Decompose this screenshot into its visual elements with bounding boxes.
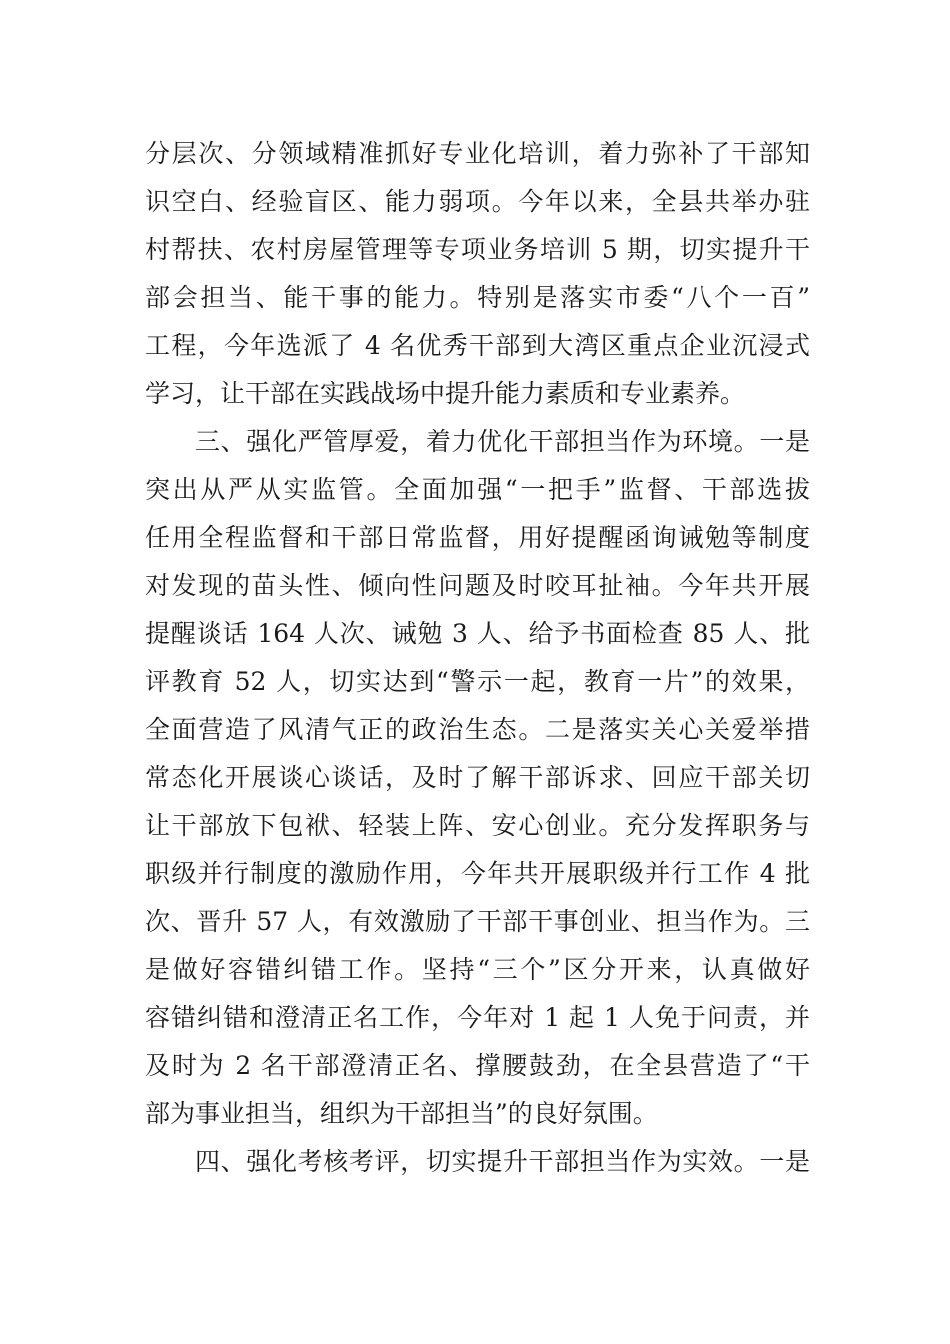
text-line: 学习，让干部在实践战场中提升能力素质和专业素养。 bbox=[145, 379, 746, 408]
paragraph bbox=[145, 418, 810, 1138]
text-line: 对发现的苗头性、倾向性问题及时咬耳扯袖。今年共开展 bbox=[145, 571, 810, 600]
text-line: 部会担当、能干事的能力。特别是落实市委“八个一百” bbox=[145, 283, 810, 312]
text-line: 部为事业担当，组织为干部担当”的良好氛围。 bbox=[145, 1099, 658, 1128]
text-line: 四、强化考核考评，切实提升干部担当作为实效。一是 bbox=[195, 1147, 810, 1176]
text-line: 识空白、经验盲区、能力弱项。今年以来，全县共举办驻 bbox=[145, 187, 810, 216]
text-line: 让干部放下包袱、轻装上阵、安心创业。充分发挥职务与 bbox=[145, 811, 810, 840]
text-line: 职级并行制度的激励作用，今年共开展职级并行工作 4 批 bbox=[145, 859, 810, 888]
document-body bbox=[145, 130, 810, 1186]
text-line: 次、晋升 57 人，有效激励了干部干事创业、担当作为。三 bbox=[145, 907, 810, 936]
text-line: 任用全程监督和干部日常监督，用好提醒函询诫勉等制度 bbox=[145, 523, 810, 552]
text-line: 是做好容错纠错工作。坚持“三个”区分开来，认真做好 bbox=[145, 955, 810, 984]
text-line: 提醒谈话 164 人次、诫勉 3 人、给予书面检查 85 人、批 bbox=[145, 619, 810, 648]
paragraph bbox=[145, 130, 810, 418]
text-line: 突出从严从实监管。全面加强“一把手”监督、干部选拔 bbox=[145, 475, 810, 504]
text-line: 三、强化严管厚爱，着力优化干部担当作为环境。一是 bbox=[195, 427, 810, 456]
text-line: 全面营造了风清气正的政治生态。二是落实关心关爱举措 bbox=[145, 715, 810, 744]
text-line: 评教育 52 人，切实达到“警示一起，教育一片”的效果， bbox=[145, 667, 810, 696]
paragraph bbox=[145, 1138, 810, 1186]
text-line: 容错纠错和澄清正名工作，今年对 1 起 1 人免于问责，并 bbox=[145, 1003, 810, 1032]
text-line: 常态化开展谈心谈话，及时了解干部诉求、回应干部关切 bbox=[145, 763, 810, 792]
text-line: 村帮扶、农村房屋管理等专项业务培训 5 期，切实提升干 bbox=[145, 235, 810, 264]
text-line: 分层次、分领域精准抓好专业化培训，着力弥补了干部知 bbox=[145, 139, 810, 168]
text-line: 工程，今年选派了 4 名优秀干部到大湾区重点企业沉浸式 bbox=[145, 331, 810, 360]
text-line: 及时为 2 名干部澄清正名、撑腰鼓劲，在全县营造了“干 bbox=[145, 1051, 810, 1080]
